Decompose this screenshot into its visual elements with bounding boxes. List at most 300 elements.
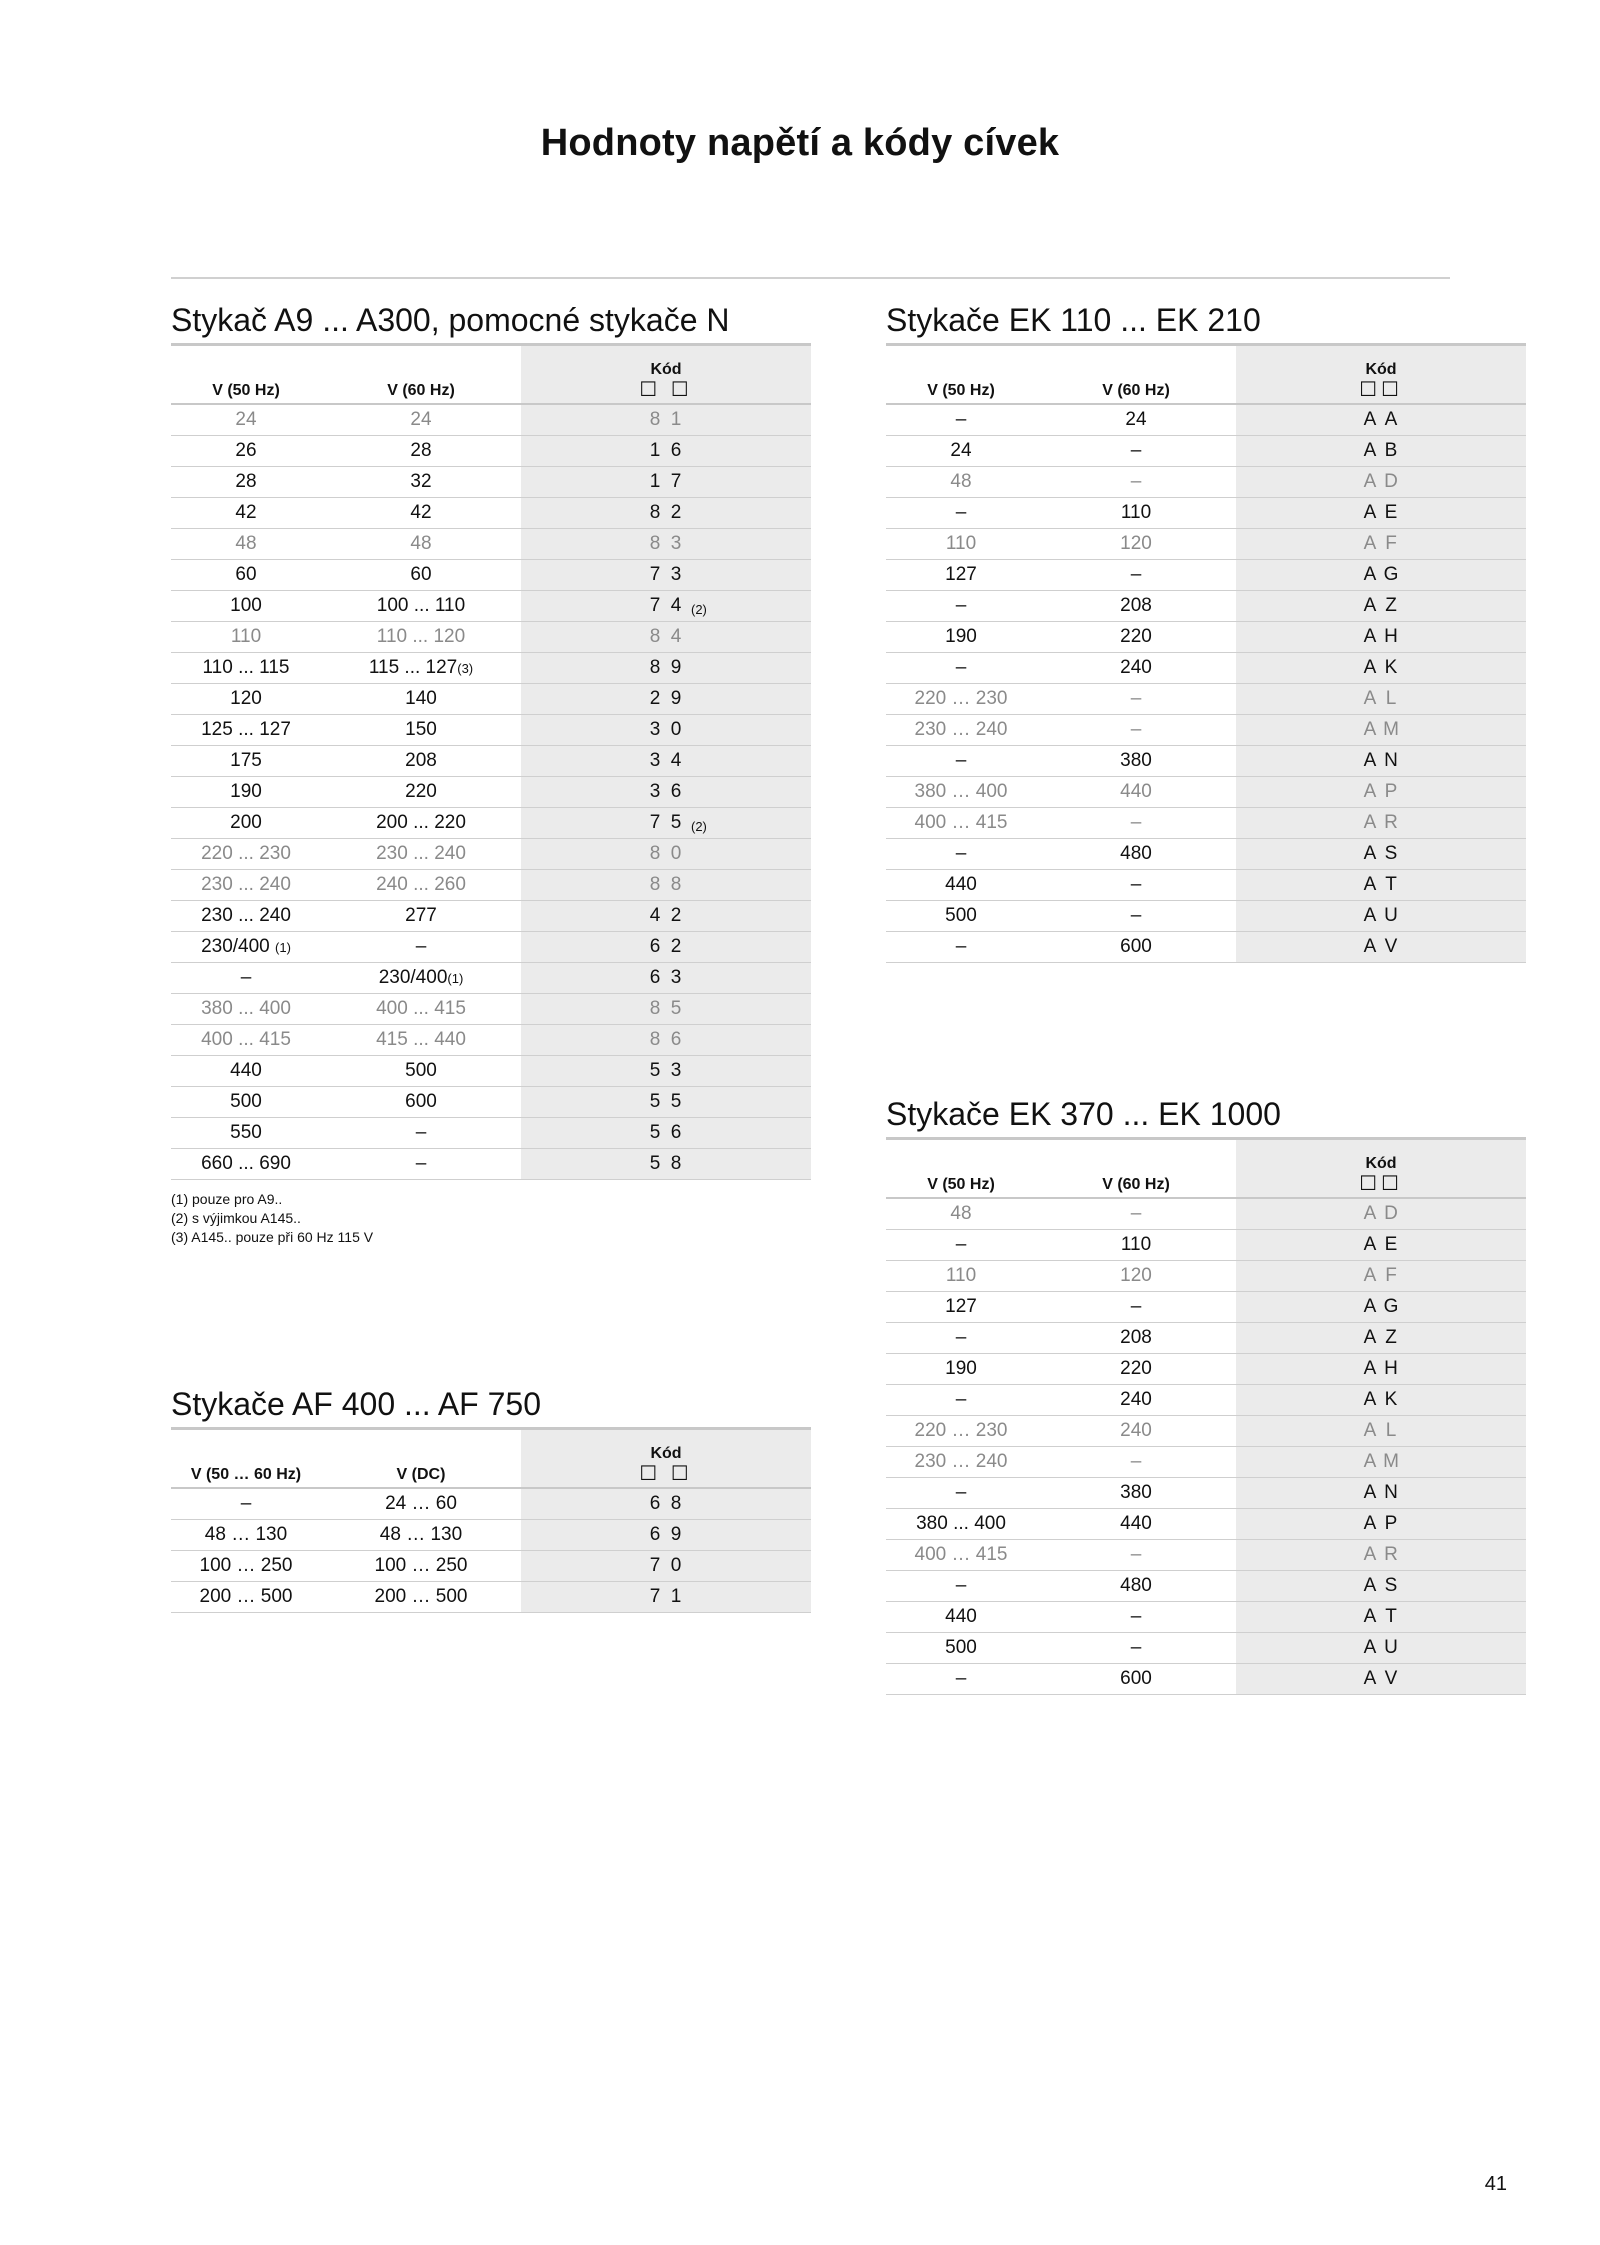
cell-v50 — [171, 653, 321, 684]
code-char-2: V — [1384, 936, 1398, 957]
cell-v60 — [1036, 498, 1236, 529]
cell-v50 — [886, 1230, 1036, 1261]
code-boxes-icon: ☐ ☐ — [639, 1463, 693, 1485]
column-header-v50: V (50 Hz) — [886, 1139, 1036, 1199]
cell-v60-value: 208 — [1120, 595, 1152, 616]
code-char-1: A — [1363, 874, 1377, 895]
code-char-2: S — [1384, 1575, 1398, 1596]
table-row — [886, 498, 1526, 529]
code-char-1: A — [1363, 440, 1377, 461]
cell-v50 — [171, 1025, 321, 1056]
cell-v60 — [321, 467, 521, 498]
cell-v60 — [1036, 901, 1236, 932]
cell-v50 — [886, 839, 1036, 870]
cell-v60-value: 140 — [405, 688, 437, 709]
code-char-2: B — [1384, 440, 1398, 461]
code-char-1: A — [1363, 688, 1377, 709]
cell-code — [1236, 1602, 1526, 1633]
cell-v60 — [321, 1025, 521, 1056]
code-label: Kód — [1365, 1155, 1397, 1172]
cell-code — [521, 404, 811, 436]
cell-v60-value: 42 — [410, 502, 432, 523]
table-row — [171, 1118, 811, 1149]
code-char-2: 0 — [670, 1555, 682, 1576]
cell-v50-value: 400 … 415 — [914, 1544, 1008, 1565]
table-row — [171, 994, 811, 1025]
cell-v50-value: 500 — [230, 1091, 262, 1112]
cell-code — [1236, 1323, 1526, 1354]
code-char-2: M — [1383, 719, 1399, 740]
cell-code — [521, 591, 811, 622]
cell-v60-value: – — [1130, 719, 1142, 740]
cell-v50-value: – — [955, 750, 967, 771]
code-char-1: A — [1363, 1420, 1377, 1441]
cell-v50 — [886, 932, 1036, 963]
code-char-1: 8 — [649, 843, 661, 864]
cell-v60 — [321, 963, 521, 994]
table-row — [171, 653, 811, 684]
cell-v60-value: – — [1130, 1606, 1142, 1627]
coil-table-ek370 — [886, 1137, 1526, 1695]
section-title-af: Stykače AF 400 ... AF 750 — [171, 1386, 541, 1422]
cell-code — [1236, 715, 1526, 746]
code-char-2: F — [1385, 1265, 1397, 1286]
cell-code — [1236, 746, 1526, 777]
cell-v60-value: 120 — [1120, 533, 1152, 554]
code-char-1: 6 — [649, 1524, 661, 1545]
code-char-1: 8 — [649, 502, 661, 523]
cell-code — [521, 715, 811, 746]
table-row — [171, 1087, 811, 1118]
cell-v60-value: 115 ... 127 — [368, 657, 458, 678]
cell-code — [1236, 1385, 1526, 1416]
code-char-1: A — [1363, 1544, 1377, 1565]
cell-v60 — [321, 1087, 521, 1118]
cell-v50-value: 190 — [945, 626, 977, 647]
cell-v60-value: 110 — [1120, 1234, 1152, 1255]
section-ek110 — [886, 297, 1526, 963]
cell-v50 — [171, 715, 321, 746]
code-char-2: 2 — [670, 905, 682, 926]
code-label: Kód — [650, 361, 682, 378]
code-char-1: A — [1363, 1327, 1377, 1348]
cell-v60-value: 110 ... 120 — [376, 626, 466, 647]
code-char-2: 3 — [670, 533, 682, 554]
coil-table-af — [171, 1427, 811, 1613]
cell-v50-value: – — [955, 1389, 967, 1410]
table-row — [886, 1261, 1526, 1292]
table-row — [886, 715, 1526, 746]
cell-v50 — [886, 591, 1036, 622]
table-row — [886, 1354, 1526, 1385]
cell-v60 — [1036, 684, 1236, 715]
code-char-2: Z — [1385, 595, 1397, 616]
cell-v50 — [171, 1551, 321, 1582]
table-row — [171, 808, 811, 839]
code-char-2: D — [1384, 471, 1398, 492]
cell-v60 — [321, 653, 521, 684]
table-row — [171, 870, 811, 901]
cell-v50-value: 220 ... 230 — [201, 843, 291, 864]
cell-v60 — [1036, 1416, 1236, 1447]
cell-code — [521, 467, 811, 498]
cell-v50 — [886, 808, 1036, 839]
table-row — [171, 622, 811, 653]
code-char-1: A — [1363, 750, 1377, 771]
cell-v60 — [321, 715, 521, 746]
cell-v50-value: 230 ... 240 — [201, 905, 291, 926]
cell-v60 — [1036, 1292, 1236, 1323]
cell-v60-value: – — [1130, 564, 1142, 585]
cell-code — [1236, 1230, 1526, 1261]
cell-v60 — [321, 1056, 521, 1087]
cell-code — [521, 870, 811, 901]
code-char-1: 8 — [649, 657, 661, 678]
code-char-1: A — [1363, 812, 1377, 833]
cell-v50-value: – — [955, 502, 967, 523]
table-row — [171, 1582, 811, 1613]
cell-v50-value: 127 — [945, 1296, 977, 1317]
cell-code — [521, 777, 811, 808]
cell-v60-value: 120 — [1120, 1265, 1152, 1286]
cell-code — [1236, 901, 1526, 932]
cell-v50-value: 220 … 230 — [914, 1420, 1008, 1441]
cell-code — [521, 1118, 811, 1149]
column-header-v60: V (60 Hz) — [321, 345, 521, 405]
cell-v50 — [171, 746, 321, 777]
cell-v50 — [886, 436, 1036, 467]
cell-v50-value: 127 — [945, 564, 977, 585]
code-char-1: 8 — [649, 1029, 661, 1050]
cell-v60 — [321, 684, 521, 715]
cell-v50-value: 200 — [230, 812, 262, 833]
code-char-2: L — [1385, 688, 1397, 709]
cell-v50-value: 190 — [230, 781, 262, 802]
code-char-2: P — [1384, 781, 1398, 802]
cell-v60 — [1036, 777, 1236, 808]
code-char-2: N — [1384, 1482, 1398, 1503]
cell-code — [1236, 404, 1526, 436]
code-char-2: K — [1384, 1389, 1398, 1410]
cell-code — [1236, 498, 1526, 529]
cell-v60-value: 24 — [1125, 409, 1147, 430]
table-row — [171, 1056, 811, 1087]
cell-v60 — [321, 839, 521, 870]
cell-v60-value: – — [1130, 874, 1142, 895]
table-row — [886, 1292, 1526, 1323]
cell-v60-value: 100 ... 110 — [376, 595, 466, 616]
table-row — [171, 467, 811, 498]
cell-v60-value: 100 … 250 — [374, 1555, 468, 1576]
code-char-2: R — [1384, 812, 1398, 833]
cell-v50 — [171, 622, 321, 653]
cell-v60 — [1036, 1323, 1236, 1354]
cell-code — [521, 1520, 811, 1551]
code-char-2: 6 — [670, 1122, 682, 1143]
cell-v50-value: 175 — [230, 750, 262, 771]
table-row — [886, 1540, 1526, 1571]
code-char-2: T — [1385, 874, 1397, 895]
code-char-1: 8 — [649, 998, 661, 1019]
cell-v50-value: 440 — [230, 1060, 262, 1081]
cell-v50-value: 48 … 130 — [204, 1524, 288, 1545]
footnote-1: (1) pouze pro A9.. — [171, 1191, 283, 1207]
cell-v60 — [1036, 1509, 1236, 1540]
code-char-2: U — [1384, 1637, 1398, 1658]
column-header-vdc: V (DC) — [321, 1429, 521, 1489]
cell-v50 — [171, 994, 321, 1025]
cell-code — [521, 498, 811, 529]
cell-v60-value: 400 ... 415 — [376, 998, 466, 1019]
page-number: 41 — [1484, 2173, 1507, 2195]
cell-code — [1236, 870, 1526, 901]
cell-v60 — [1036, 436, 1236, 467]
cell-v60-value: – — [1130, 812, 1142, 833]
cell-v50-value: 220 … 230 — [914, 688, 1008, 709]
code-char-1: 6 — [649, 936, 661, 957]
cell-v60-value: 230 ... 240 — [376, 843, 466, 864]
cell-v50 — [886, 1509, 1036, 1540]
table-row — [886, 436, 1526, 467]
cell-v50-value: – — [955, 843, 967, 864]
code-char-2: 4 — [670, 595, 682, 616]
code-char-1: A — [1363, 471, 1377, 492]
table-row — [886, 591, 1526, 622]
code-char-2: 9 — [670, 688, 682, 709]
code-char-2: 8 — [670, 1493, 682, 1514]
code-char-1: A — [1363, 1668, 1377, 1689]
cell-code — [521, 1087, 811, 1118]
top-divider — [171, 277, 1450, 279]
code-char-2: 0 — [670, 719, 682, 740]
cell-v60 — [321, 994, 521, 1025]
cell-v50 — [886, 1354, 1036, 1385]
cell-v50-value: 230/400 — [201, 936, 270, 957]
code-char-2: 6 — [670, 781, 682, 802]
cell-v50 — [171, 808, 321, 839]
cell-code — [1236, 839, 1526, 870]
code-char-2: V — [1384, 1668, 1398, 1689]
cell-code — [521, 622, 811, 653]
code-char-1: A — [1363, 1451, 1377, 1472]
code-char-2: T — [1385, 1606, 1397, 1627]
code-char-1: 5 — [649, 1153, 661, 1174]
cell-v60-value: 480 — [1120, 1575, 1152, 1596]
code-char-2: F — [1385, 533, 1397, 554]
cell-code — [1236, 808, 1526, 839]
cell-v60 — [321, 901, 521, 932]
code-char-2: N — [1384, 750, 1398, 771]
cell-v60-value: 600 — [405, 1091, 437, 1112]
cell-code — [1236, 653, 1526, 684]
cell-v50 — [171, 777, 321, 808]
cell-v60 — [1036, 560, 1236, 591]
cell-v50 — [886, 1292, 1036, 1323]
cell-v50 — [886, 1416, 1036, 1447]
cell-v50 — [171, 529, 321, 560]
cell-v50 — [886, 653, 1036, 684]
cell-v60 — [1036, 1447, 1236, 1478]
table-row — [171, 560, 811, 591]
cell-v60-value: 200 … 500 — [374, 1586, 468, 1607]
cell-v50-value: – — [955, 1575, 967, 1596]
cell-v60 — [1036, 1540, 1236, 1571]
cell-code — [521, 963, 811, 994]
table-row — [886, 404, 1526, 436]
cell-v50 — [171, 963, 321, 994]
code-char-1: A — [1363, 781, 1377, 802]
cell-v50 — [886, 1571, 1036, 1602]
code-char-2: H — [1384, 1358, 1398, 1379]
cell-code — [1236, 1292, 1526, 1323]
cell-v60-value: 415 ... 440 — [376, 1029, 466, 1050]
cell-code — [521, 1025, 811, 1056]
cell-v60-value: 600 — [1120, 1668, 1152, 1689]
code-char-2: 1 — [670, 409, 682, 430]
table-row — [886, 1633, 1526, 1664]
code-char-1: A — [1363, 1389, 1377, 1410]
cell-v50 — [171, 1582, 321, 1613]
table-row — [886, 1447, 1526, 1478]
cell-v60 — [321, 1520, 521, 1551]
cell-v60 — [321, 1118, 521, 1149]
cell-code — [1236, 1261, 1526, 1292]
cell-v50 — [886, 1447, 1036, 1478]
code-char-2: H — [1384, 626, 1398, 647]
column-header-code — [1236, 1139, 1526, 1199]
cell-v60-value: – — [415, 1153, 427, 1174]
code-char-1: 3 — [649, 750, 661, 771]
cell-v60-value: – — [1130, 905, 1142, 926]
table-row — [886, 1323, 1526, 1354]
cell-v50 — [886, 684, 1036, 715]
cell-code — [521, 560, 811, 591]
cell-v60-value: – — [1130, 1544, 1142, 1565]
code-char-1: A — [1363, 409, 1377, 430]
code-char-2: 2 — [670, 502, 682, 523]
cell-code — [1236, 777, 1526, 808]
code-char-2: L — [1385, 1420, 1397, 1441]
cell-v50-value: 110 — [945, 533, 977, 554]
cell-code — [1236, 684, 1526, 715]
cell-code — [521, 1488, 811, 1520]
cell-code — [1236, 529, 1526, 560]
cell-v60-value: 240 — [1120, 1389, 1152, 1410]
table-row — [886, 932, 1526, 963]
cell-v60 — [1036, 591, 1236, 622]
cell-v60-value: 220 — [1120, 1358, 1152, 1379]
cell-v50-value: 125 ... 127 — [201, 719, 291, 740]
code-char-1: 3 — [649, 781, 661, 802]
code-char-2: 5 — [670, 998, 682, 1019]
cell-v60 — [321, 870, 521, 901]
cell-v50-value: 120 — [230, 688, 262, 709]
cell-v60 — [1036, 870, 1236, 901]
code-char-1: A — [1363, 1203, 1377, 1224]
code-char-2: 9 — [670, 1524, 682, 1545]
cell-v60-value: 480 — [1120, 843, 1152, 864]
cell-v50-value: 190 — [945, 1358, 977, 1379]
cell-v50 — [886, 1198, 1036, 1230]
code-char-1: A — [1363, 719, 1377, 740]
cell-v60 — [1036, 1261, 1236, 1292]
section-af — [171, 1381, 811, 1613]
code-char-1: 7 — [649, 564, 661, 585]
code-boxes-icon: ☐☐ — [1359, 379, 1403, 401]
code-char-2: D — [1384, 1203, 1398, 1224]
cell-v60 — [1036, 1478, 1236, 1509]
cell-code — [1236, 1478, 1526, 1509]
cell-v60-value: 150 — [405, 719, 437, 740]
cell-v50-value: 24 — [235, 409, 257, 430]
cell-v60-value: – — [1130, 1203, 1142, 1224]
cell-v60-value: 220 — [405, 781, 437, 802]
cell-footnote-ref: (3) — [457, 661, 474, 676]
cell-code — [521, 839, 811, 870]
cell-code — [1236, 1571, 1526, 1602]
cell-v50-value: 230 … 240 — [914, 1451, 1008, 1472]
cell-v60 — [321, 1149, 521, 1180]
cell-v60 — [321, 498, 521, 529]
cell-v50-value: 26 — [235, 440, 257, 461]
cell-v60 — [1036, 808, 1236, 839]
cell-v50-value: 380 ... 400 — [201, 998, 291, 1019]
cell-v60 — [321, 1488, 521, 1520]
code-char-1: 7 — [649, 1586, 661, 1607]
cell-v60 — [321, 529, 521, 560]
cell-v50 — [886, 1261, 1036, 1292]
cell-v60 — [321, 777, 521, 808]
code-char-1: A — [1363, 1265, 1377, 1286]
column-header-v50-60: V (50 … 60 Hz) — [171, 1429, 321, 1489]
cell-code — [521, 653, 811, 684]
footnote-2: (2) s výjimkou A145.. — [171, 1210, 301, 1226]
table-row — [171, 839, 811, 870]
table-row — [886, 1416, 1526, 1447]
cell-v50 — [886, 498, 1036, 529]
cell-v60-value: – — [415, 936, 427, 957]
cell-v50 — [886, 529, 1036, 560]
cell-code — [1236, 1354, 1526, 1385]
cell-v60 — [321, 808, 521, 839]
cell-v50-value: 440 — [945, 874, 977, 895]
section-title-ek110: Stykače EK 110 ... EK 210 — [886, 302, 1261, 338]
code-char-2: G — [1383, 1296, 1399, 1317]
code-char-1: 8 — [649, 409, 661, 430]
code-char-1: A — [1363, 1513, 1377, 1534]
table-row — [886, 684, 1526, 715]
cell-code — [521, 746, 811, 777]
table-row — [886, 1478, 1526, 1509]
code-char-2: A — [1384, 409, 1398, 430]
cell-code — [1236, 560, 1526, 591]
code-boxes-icon: ☐ ☐ — [639, 379, 693, 401]
cell-v50-value: – — [955, 595, 967, 616]
code-char-1: 8 — [649, 626, 661, 647]
cell-v50-value: 110 ... 115 — [202, 657, 290, 678]
coil-table-ek110 — [886, 343, 1526, 963]
cell-v50 — [171, 1118, 321, 1149]
table-row — [171, 963, 811, 994]
cell-v50 — [171, 901, 321, 932]
cell-v50 — [886, 1323, 1036, 1354]
cell-v60-value: 60 — [410, 564, 432, 585]
table-row — [171, 436, 811, 467]
code-char-1: 7 — [649, 1555, 661, 1576]
table-row — [886, 653, 1526, 684]
cell-v60-value: 380 — [1120, 1482, 1152, 1503]
table-row — [171, 684, 811, 715]
